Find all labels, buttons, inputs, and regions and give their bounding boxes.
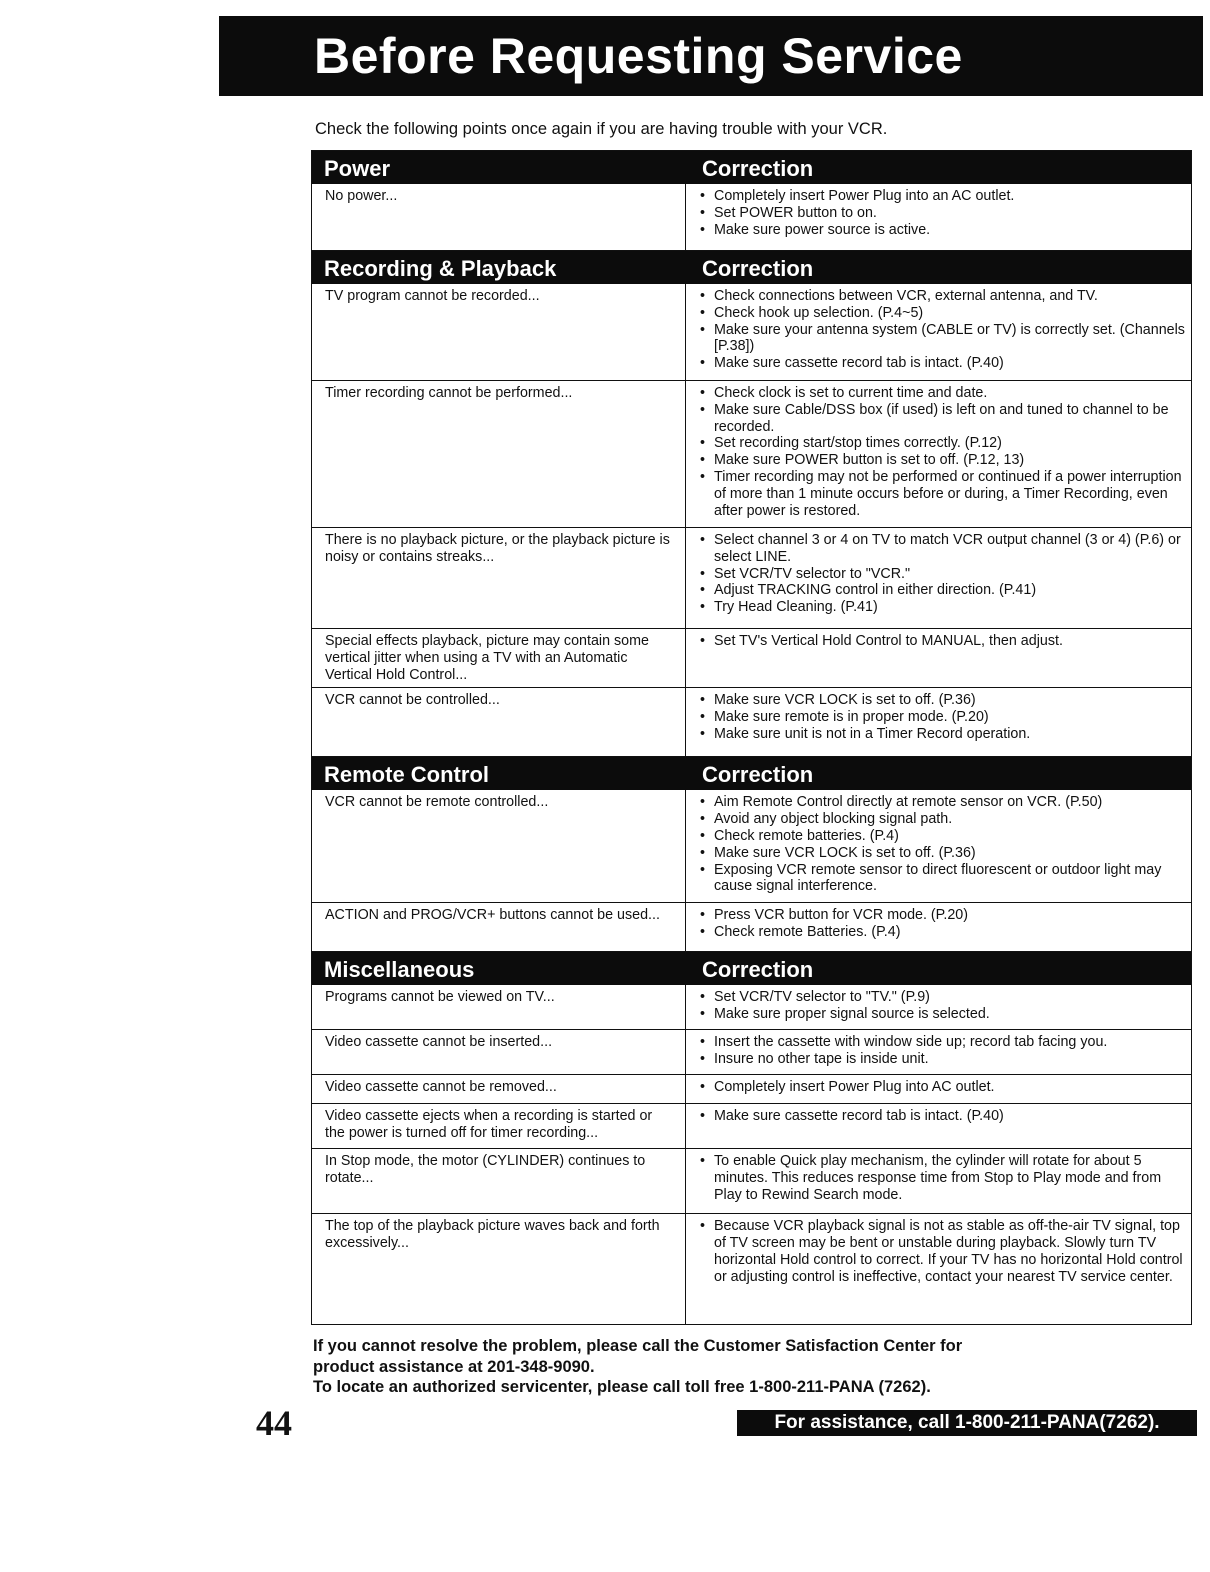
problem-text: No power... <box>312 184 686 250</box>
correction-item: • Make sure proper signal source is selected. <box>700 1006 1185 1023</box>
correction-list <box>686 1075 1191 1103</box>
correction-item: • Adjust TRACKING control in either direction. (P.41) <box>700 582 1185 599</box>
correction-item: • Check clock is set to current time and date. <box>700 385 1185 402</box>
correction-item: • Set recording start/stop times correctly. (P.12) <box>700 435 1185 452</box>
correction-heading: Correction <box>702 762 814 788</box>
correction-item: • Select channel 3 or 4 on TV to match VCR output channel (3 or 4) (P.6) or select LINE. <box>700 532 1185 566</box>
table-row <box>312 381 1191 528</box>
table-row <box>312 1104 1191 1149</box>
correction-item: • Set POWER button to on. <box>700 205 1185 222</box>
problem-text: ACTION and PROG/VCR+ buttons cannot be used... <box>312 903 686 951</box>
correction-item: • Try Head Cleaning. (P.41) <box>700 599 1185 616</box>
correction-item: • Completely insert Power Plug into an AC outlet. <box>700 188 1185 205</box>
section-header <box>312 151 1191 184</box>
page-number: 44 <box>256 1403 292 1443</box>
correction-item: • Check connections between VCR, external antenna, and TV. <box>700 288 1185 305</box>
problem-text: TV program cannot be recorded... <box>312 284 686 380</box>
section-header <box>312 251 1191 284</box>
problem-text: Video cassette cannot be removed... <box>312 1075 686 1103</box>
correction-item: • Set VCR/TV selector to "VCR." <box>700 566 1185 583</box>
section-heading: Remote Control <box>324 762 489 788</box>
correction-list <box>686 903 1191 951</box>
title-bar <box>219 16 1203 96</box>
table-row <box>312 1030 1191 1075</box>
correction-item: • Make sure Cable/DSS box (if used) is left on and tuned to channel to be recorded. <box>700 402 1185 436</box>
assistance-banner: For assistance, call 1-800-211-PANA(7262). <box>737 1410 1197 1436</box>
section-heading: Recording & Playback <box>324 256 557 281</box>
footer-note <box>313 1336 962 1398</box>
correction-item: • Make sure unit is not in a Timer Record operation. <box>700 726 1185 743</box>
correction-list <box>686 985 1191 1029</box>
page-title: Before Requesting Service <box>314 28 963 84</box>
correction-list <box>686 790 1191 902</box>
problem-text: Special effects playback, picture may contain some vertical jitter when using a TV with an Automatic Vertical Hold Control... <box>312 629 686 687</box>
correction-item: • Because VCR playback signal is not as stable as off-the-air TV signal, top of TV screen may be bent or unstable during playback. Slowly turn TV horizontal Hold control to correct. If your TV has no horizontal Hold control or adjusting control is ineffective, contact your nearest TV service center. <box>700 1218 1185 1285</box>
problem-text: There is no playback picture, or the playback picture is noisy or contains streaks... <box>312 528 686 628</box>
correction-list <box>686 284 1191 380</box>
correction-item: • Make sure VCR LOCK is set to off. (P.36) <box>700 845 1185 862</box>
correction-item: • Check remote Batteries. (P.4) <box>700 924 1185 941</box>
table-row <box>312 688 1191 757</box>
problem-text: The top of the playback picture waves back and forth excessively... <box>312 1214 686 1324</box>
correction-item: • Check remote batteries. (P.4) <box>700 828 1185 845</box>
correction-item: • Make sure remote is in proper mode. (P.20) <box>700 709 1185 726</box>
problem-text: Video cassette ejects when a recording is started or the power is turned off for timer recording... <box>312 1104 686 1148</box>
correction-heading: Correction <box>702 256 814 281</box>
correction-heading: Correction <box>702 156 814 181</box>
footer-line-3: To locate an authorized servicenter, please call toll free 1-800-211-PANA (7262). <box>313 1378 931 1396</box>
correction-item: • Make sure POWER button is set to off. (P.12, 13) <box>700 452 1185 469</box>
table-row <box>312 184 1191 251</box>
correction-item: • Exposing VCR remote sensor to direct fluorescent or outdoor light may cause signal interference. <box>700 862 1185 896</box>
troubleshooting-table <box>311 150 1192 1325</box>
correction-item: • Make sure VCR LOCK is set to off. (P.36) <box>700 692 1185 709</box>
correction-item: • Make sure power source is active. <box>700 222 1185 239</box>
footer-line-1: If you cannot resolve the problem, please call the Customer Satisfaction Center for <box>313 1337 963 1355</box>
correction-list <box>686 1030 1191 1074</box>
correction-item: • Insure no other tape is inside unit. <box>700 1051 1185 1068</box>
correction-item: • Insert the cassette with window side up; record tab facing you. <box>700 1034 1185 1051</box>
table-row <box>312 629 1191 688</box>
table-row <box>312 528 1191 629</box>
correction-item: • Set VCR/TV selector to "TV." (P.9) <box>700 989 1185 1006</box>
table-row <box>312 903 1191 952</box>
correction-list <box>686 688 1191 756</box>
correction-list <box>686 528 1191 628</box>
table-row <box>312 284 1191 381</box>
problem-text: VCR cannot be remote controlled... <box>312 790 686 902</box>
correction-list <box>686 1214 1191 1324</box>
correction-item: • Avoid any object blocking signal path. <box>700 811 1185 828</box>
correction-item: • Press VCR button for VCR mode. (P.20) <box>700 907 1185 924</box>
problem-text: VCR cannot be controlled... <box>312 688 686 756</box>
correction-item: • Completely insert Power Plug into AC outlet. <box>700 1079 1185 1096</box>
section-heading: Power <box>324 156 391 181</box>
correction-list <box>686 629 1191 687</box>
correction-item: • Make sure your antenna system (CABLE or TV) is correctly set. (Channels [P.38]) <box>700 322 1185 356</box>
correction-heading: Correction <box>702 957 814 983</box>
problem-text: Timer recording cannot be performed... <box>312 381 686 527</box>
correction-item: • Timer recording may not be performed or continued if a power interruption of more than 1 minute occurs before or during, a Timer Recording, even after power is restored. <box>700 469 1185 519</box>
correction-list <box>686 1104 1191 1148</box>
section-heading: Miscellaneous <box>324 957 475 983</box>
correction-item: • Make sure cassette record tab is intact. (P.40) <box>700 355 1185 372</box>
correction-item: • Check hook up selection. (P.4~5) <box>700 305 1185 322</box>
correction-list <box>686 1149 1191 1213</box>
correction-item: • Make sure cassette record tab is intact. (P.40) <box>700 1108 1185 1125</box>
problem-text: In Stop mode, the motor (CYLINDER) continues to rotate... <box>312 1149 686 1213</box>
table-row <box>312 1214 1191 1324</box>
table-row <box>312 1075 1191 1104</box>
problem-text: Video cassette cannot be inserted... <box>312 1030 686 1074</box>
correction-list <box>686 184 1191 250</box>
table-row <box>312 1149 1191 1214</box>
problem-text: Programs cannot be viewed on TV... <box>312 985 686 1029</box>
section-header <box>312 757 1191 790</box>
footer-line-2: product assistance at 201-348-9090. <box>313 1357 595 1376</box>
table-row <box>312 790 1191 903</box>
section-header <box>312 952 1191 985</box>
intro-text: Check the following points once again if you are having trouble with your VCR. <box>315 120 888 138</box>
correction-item: • Set TV's Vertical Hold Control to MANUAL, then adjust. <box>700 633 1185 650</box>
correction-list <box>686 381 1191 527</box>
correction-item: • Aim Remote Control directly at remote sensor on VCR. (P.50) <box>700 794 1185 811</box>
table-row <box>312 985 1191 1030</box>
correction-item: • To enable Quick play mechanism, the cylinder will rotate for about 5 minutes. This reduces response time from Stop to Play mode and from Play to Rewind Search mode. <box>700 1153 1185 1203</box>
